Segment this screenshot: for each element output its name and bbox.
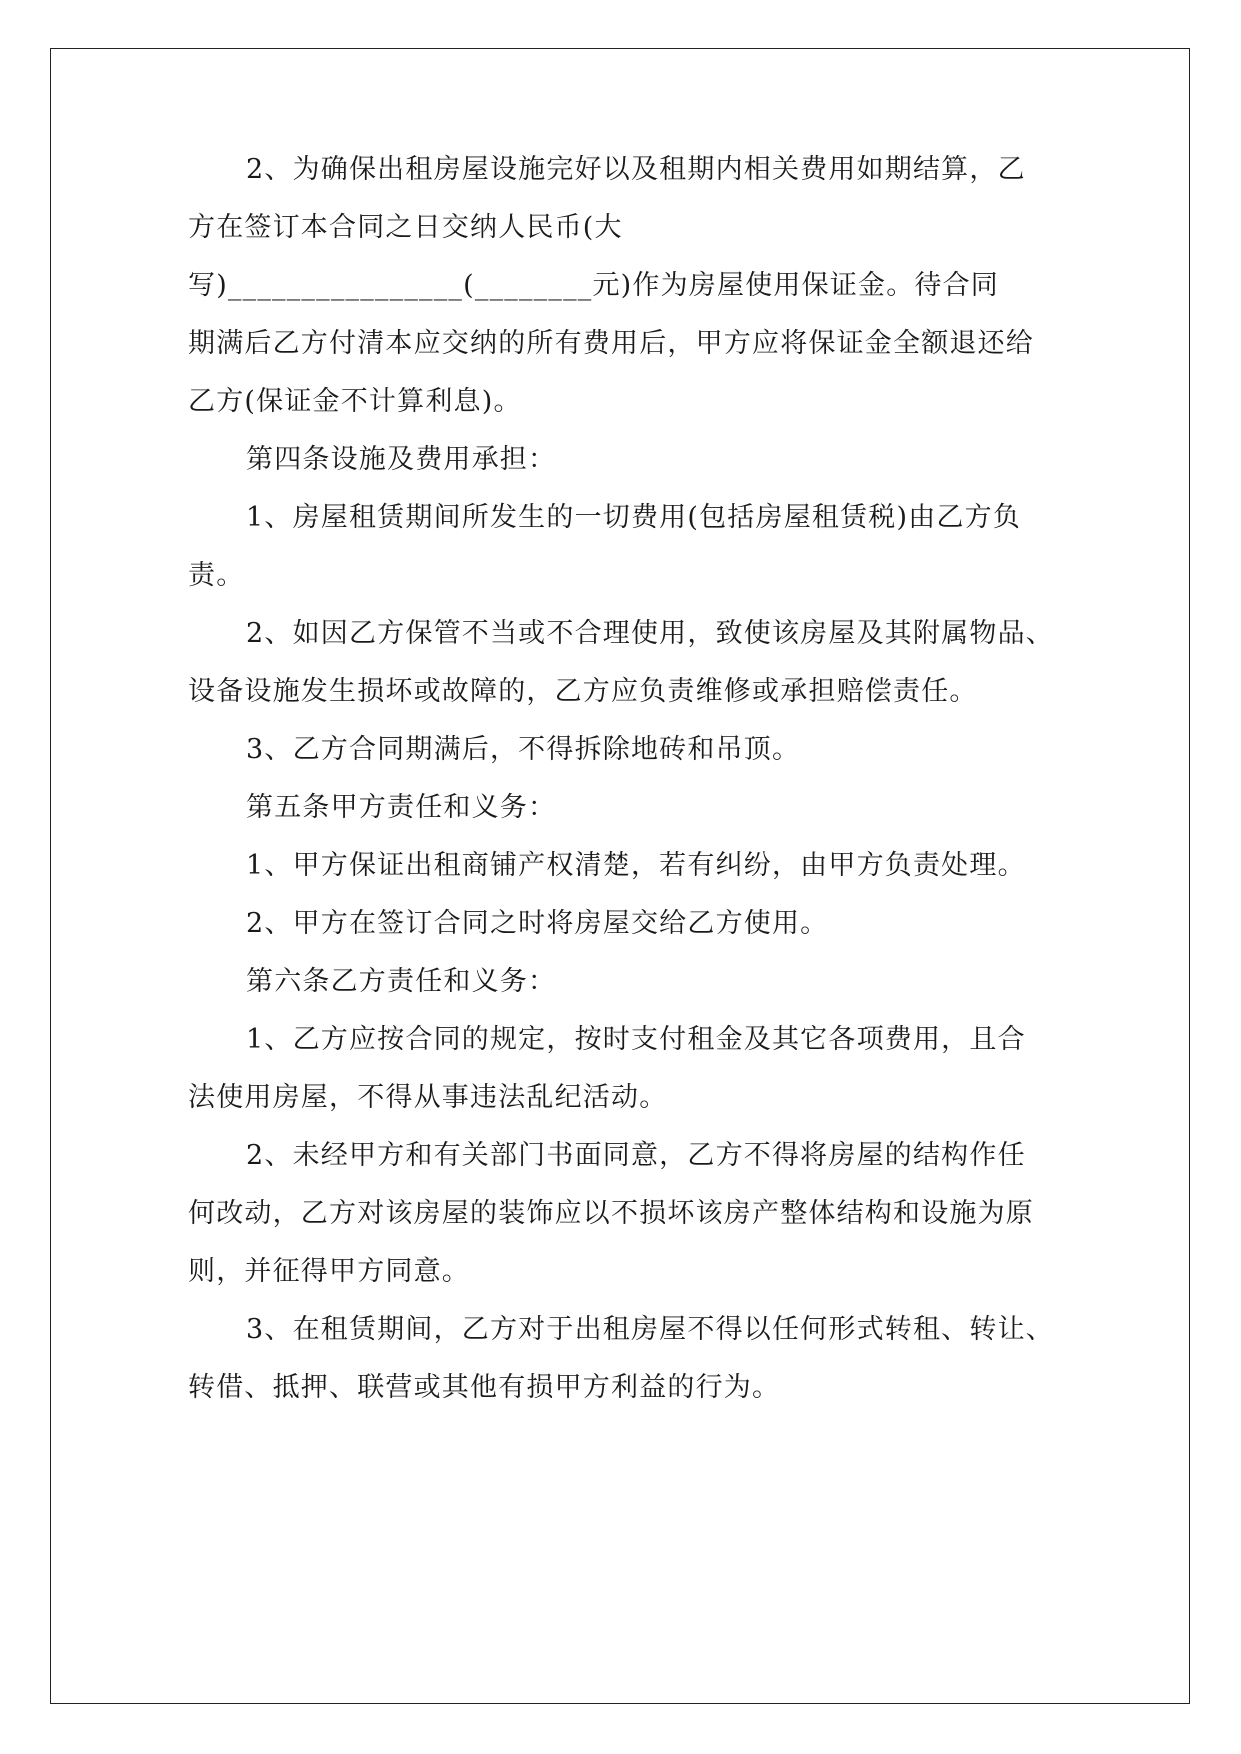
text-line: 何改动，乙方对该房屋的装饰应以不损坏该房产整体结构和设施为原 [188, 1198, 1034, 1229]
section-heading: 第五条甲方责任和义务： [246, 792, 557, 823]
text-line: 设备设施发生损坏或故障的，乙方应负责维修或承担赔偿责任。 [188, 676, 978, 707]
text-line: 3、在租赁期间，乙方对于出租房屋不得以任何形式转租、转让、 [246, 1314, 1054, 1345]
text-line: 2、甲方在签订合同之时将房屋交给乙方使用。 [246, 908, 829, 939]
section-heading: 第六条乙方责任和义务： [246, 966, 557, 997]
section-heading: 第四条设施及费用承担： [246, 444, 557, 475]
text-line: 2、未经甲方和有关部门书面同意，乙方不得将房屋的结构作任 [246, 1140, 1026, 1171]
text-line: 方在签订本合同之日交纳人民币(大 [188, 212, 623, 243]
text-line: 3、乙方合同期满后，不得拆除地砖和吊顶。 [246, 734, 801, 765]
text-line: 乙方(保证金不计算利息)。 [188, 386, 522, 417]
text-line: 转借、抵押、联营或其他有损甲方利益的行为。 [188, 1372, 781, 1403]
text-line: 2、如因乙方保管不当或不合理使用，致使该房屋及其附属物品、 [246, 618, 1054, 649]
text-line: 1、房屋租赁期间所发生的一切费用(包括房屋租赁税)由乙方负 [246, 502, 1022, 533]
text-line: 期满后乙方付清本应交纳的所有费用后，甲方应将保证金全额退还给 [188, 328, 1034, 359]
text-line: 2、为确保出租房屋设施完好以及租期内相关费用如期结算，乙 [246, 154, 1026, 185]
text-line: 写)________________(________元)作为房屋使用保证金。待合同 [188, 270, 1000, 301]
text-line: 责。 [188, 560, 245, 591]
text-line: 1、乙方应按合同的规定，按时支付租金及其它各项费用，且合 [246, 1024, 1026, 1055]
text-line: 1、甲方保证出租商铺产权清楚，若有纠纷，由甲方负责处理。 [246, 850, 1026, 881]
text-line: 法使用房屋，不得从事违法乱纪活动。 [188, 1082, 668, 1113]
text-line: 则，并征得甲方同意。 [188, 1256, 470, 1287]
